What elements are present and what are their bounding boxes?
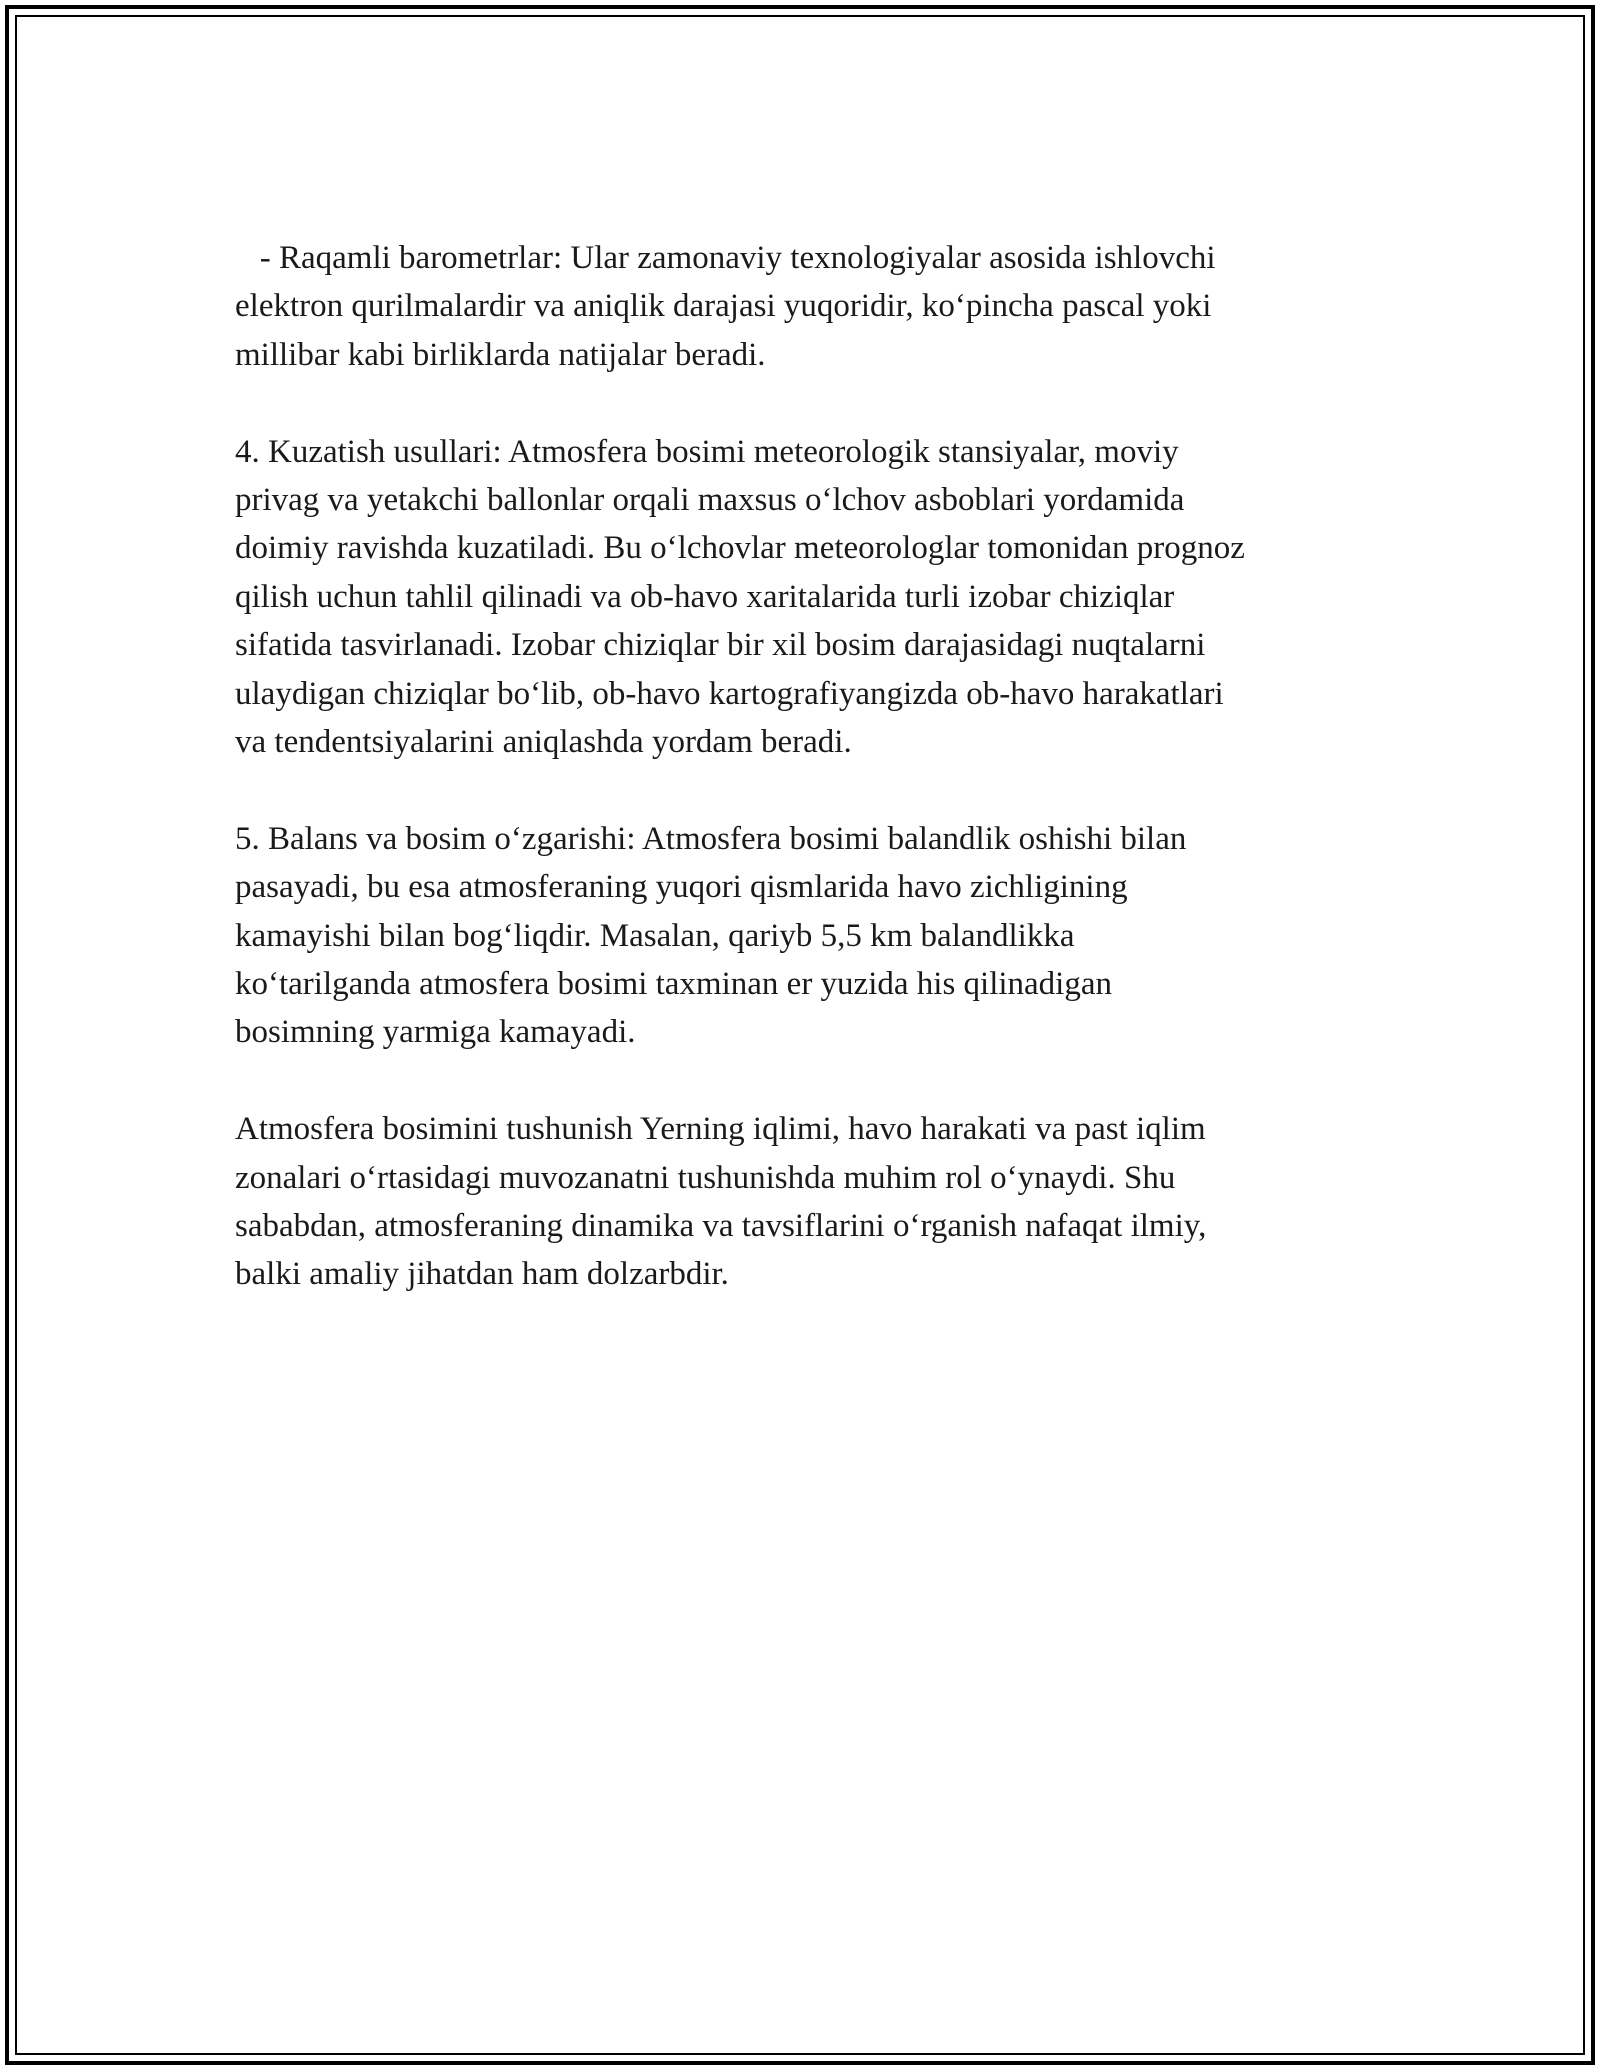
document-body [235, 234, 1365, 1347]
text-line: balki amaliy jihatdan ham dolzarbdir. [235, 1256, 729, 1293]
text-line: bosimning yarmiga kamayadi. [235, 1014, 636, 1051]
paragraph-digital-barometers [235, 234, 1365, 379]
text-line: sifatida tasvirlanadi. Izobar chiziqlar bir xil bosim darajasidagi nuqtalarni [235, 627, 1206, 664]
paragraph-conclusion [235, 1105, 1365, 1299]
paragraph-balance-pressure-change [235, 815, 1365, 1057]
text-line: 4. Kuzatish usullari: Atmosfera bosimi meteorologik stansiyalar, moviy [235, 433, 1179, 470]
text-line: kamayishi bilan bog‘liqdir. Masalan, qariyb 5,5 km balandlikka [235, 917, 1075, 954]
text-line: 5. Balans va bosim o‘zgarishi: Atmosfera bosimi balandlik oshishi bilan [235, 820, 1187, 857]
text-line: Atmosfera bosimini tushunish Yerning iqlimi, havo harakati va past iqlim [235, 1111, 1206, 1148]
text-line: - Raqamli barometrlar: Ular zamonaviy texnologiyalar asosida ishlovchi [235, 240, 1216, 276]
text-line: zonalari o‘rtasidagi muvozanatni tushunishda muhim rol o‘ynaydi. Shu [235, 1159, 1176, 1196]
text-line: qilish uchun tahlil qilinadi va ob-havo xaritalarida turli izobar chiziqlar [235, 578, 1175, 615]
text-line: ulaydigan chiziqlar bo‘lib, ob-havo kartografiyangizda ob-havo harakatlari [235, 675, 1224, 712]
text-line: pasayadi, bu esa atmosferaning yuqori qismlarida havo zichligining [235, 869, 1128, 906]
text-line: va tendentsiyalarini aniqlashda yordam beradi. [235, 724, 852, 761]
text-line: sababdan, atmosferaning dinamika va tavsiflarini o‘rganish nafaqat ilmiy, [235, 1208, 1207, 1245]
paragraph-observation-methods [235, 428, 1365, 767]
text-line: millibar kabi birliklarda natijalar beradi. [235, 336, 766, 373]
text-line: doimiy ravishda kuzatiladi. Bu o‘lchovlar meteorologlar tomonidan prognoz [235, 530, 1245, 567]
text-line: ko‘tarilganda atmosfera bosimi taxminan er yuzida his qilinadigan [235, 966, 1112, 1003]
text-line: privag va yetakchi ballonlar orqali maxsus o‘lchov asboblari yordamida [235, 482, 1185, 519]
text-line: elektron qurilmalardir va aniqlik darajasi yuqoridir, ko‘pincha pascal yoki [235, 288, 1212, 325]
